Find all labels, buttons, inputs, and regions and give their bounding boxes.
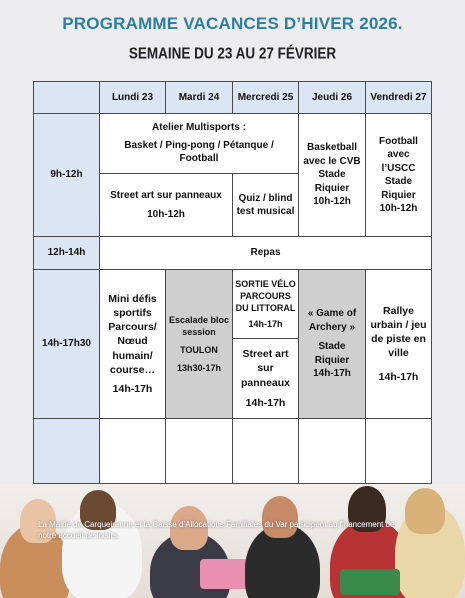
activity-detail: Basket / Ping-pong / Pétanque / Football [124, 139, 274, 165]
activity-time: 13h30-17h [176, 363, 222, 374]
activity-line: 10h-12h [379, 203, 418, 214]
activity-line: Street art [242, 348, 289, 361]
activity-line: course… [110, 363, 155, 376]
day-header: Mardi 24 [165, 81, 233, 114]
table-corner [33, 81, 100, 114]
empty-cell [232, 418, 299, 484]
activity-time: 14h-17h [245, 396, 286, 409]
activity-escalade [165, 269, 233, 419]
activity-line: Nœud [117, 335, 148, 348]
activity-line: panneaux [240, 376, 290, 389]
activity-line: SORTIE VÉLO [235, 278, 296, 289]
activity-line: Mini défis [108, 292, 157, 305]
activity-time: 14h-17h [248, 319, 283, 330]
activity-line: Basketball [306, 142, 358, 154]
activity-defis [99, 269, 166, 419]
activity-time: 14h-17h [112, 382, 153, 395]
activity-place: Stade Riquier [314, 341, 350, 366]
empty-cell [165, 418, 233, 484]
activity-line: « Game of [307, 308, 357, 320]
activity-line: Archery » [308, 321, 356, 333]
time-label: 14h-17h30 [33, 269, 100, 419]
empty-cell [365, 418, 432, 484]
activity-line: Parcours/ [108, 321, 157, 334]
activity-basketball [298, 113, 366, 237]
activity-line: Stade Riquier [381, 176, 416, 201]
activity-line: humain/ [112, 349, 153, 362]
activity-velo [232, 269, 299, 339]
time-label: 12h-14h [33, 236, 100, 270]
day-header: Lundi 23 [99, 81, 166, 114]
day-header: Jeudi 26 [298, 81, 366, 114]
activity-line: Escalade bloc [168, 314, 230, 325]
activity-quiz [232, 173, 299, 237]
day-header: Vendredi 27 [365, 81, 432, 114]
activity-street-art [99, 173, 233, 237]
empty-cell [33, 418, 100, 484]
activity-rallye [365, 269, 432, 419]
activity-football [365, 113, 432, 237]
activity-street-art-pm [232, 338, 299, 419]
page-title: PROGRAMME VACANCES D’HIVER 2026. [62, 14, 403, 33]
activity-line: 10h-12h [313, 196, 351, 208]
activity-line: sportifs [113, 307, 152, 320]
funding-note: La Mairie de Carqueiranne et la Caisse d’Allocations Familiales du Var participent au financement de notre accueil de loisirs. [38, 520, 395, 540]
activity-time: 14h-17h [378, 371, 419, 384]
activity-title: Quiz / blind test musical [236, 192, 295, 217]
activity-place: TOULON [180, 345, 218, 355]
activity-archery [298, 269, 366, 419]
activity-multisports [99, 113, 299, 174]
activity-line: de piste en [371, 332, 426, 345]
activity-time: 14h-17h [313, 368, 351, 380]
time-label: 9h-12h [33, 113, 100, 237]
activity-time: 10h-12h [147, 209, 185, 220]
activity-line: PARCOURS [240, 290, 291, 301]
empty-cell [298, 418, 366, 484]
activity-line: urbain / jeu [370, 318, 427, 331]
activity-line: Rallye [383, 304, 414, 317]
activity-line: Stade Riquier [314, 169, 350, 194]
activity-line: sur [257, 362, 274, 375]
activity-line: ville [388, 347, 409, 360]
schedule-table [33, 81, 432, 484]
activity-line: DU LITTORAL [235, 303, 296, 313]
activity-line: l’USCC [381, 162, 416, 174]
page-subtitle: SEMAINE DU 23 AU 27 FÉVRIER [128, 44, 337, 63]
activity-title: Street art sur panneaux [110, 189, 222, 201]
day-header: Mercredi 25 [232, 81, 299, 114]
activity-line: session [182, 326, 216, 337]
activity-line: avec le CVB [303, 155, 361, 167]
activity-repas: Repas [99, 236, 432, 270]
empty-cell [99, 418, 166, 484]
activity-title: Atelier Multisports : [152, 122, 246, 134]
activity-line: Football avec [379, 135, 418, 160]
